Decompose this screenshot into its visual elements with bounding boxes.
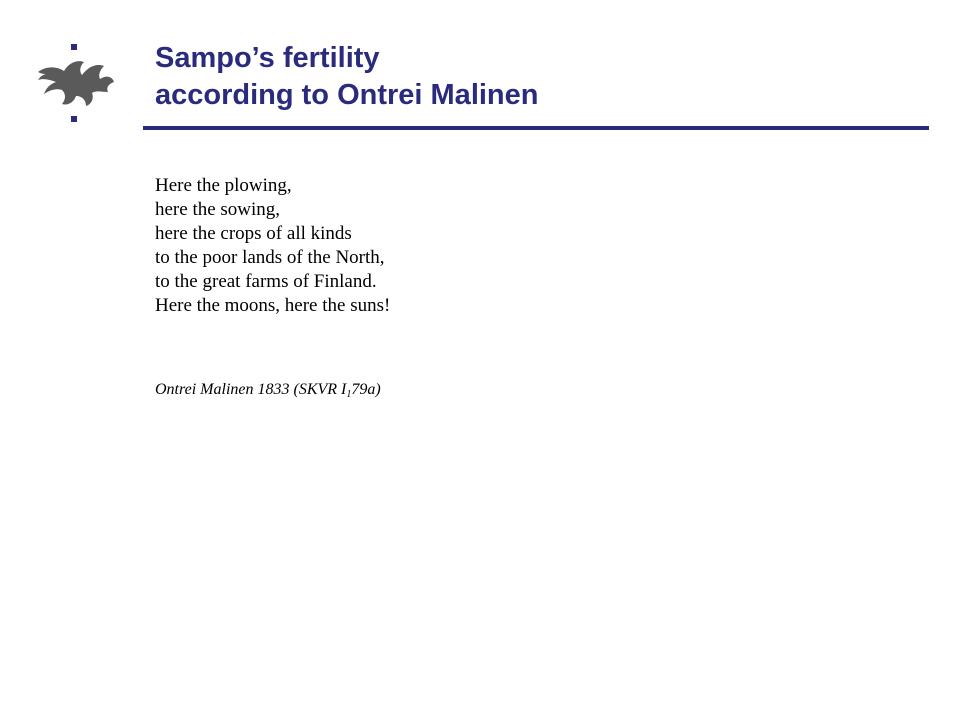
slide-title [155, 40, 539, 114]
university-logo [30, 44, 130, 128]
poem-line: Here the plowing, [155, 175, 292, 196]
title-line-2: according to Ontrei Malinen [155, 79, 539, 111]
flame-logo-icon [30, 44, 130, 128]
logo-flame [38, 61, 114, 106]
title-line-1: Sampo’s fertility [155, 42, 380, 74]
title-underline [143, 126, 929, 130]
logo-dot-top [71, 44, 77, 50]
citation-text-end: 79a) [351, 381, 381, 398]
poem-text [155, 174, 390, 318]
poem-line: to the great farms of Finland. [155, 271, 377, 292]
logo-dot-bottom [71, 116, 77, 122]
poem-line: to the poor lands of the North, [155, 247, 385, 268]
poem-line: here the sowing, [155, 199, 281, 220]
poem-line: here the crops of all kinds [155, 223, 352, 244]
citation-subscript: 1 [346, 389, 352, 400]
citation-text: Ontrei Malinen 1833 (SKVR I [155, 381, 347, 398]
poem-citation [155, 380, 381, 400]
poem-line: Here the moons, here the suns! [155, 295, 391, 316]
